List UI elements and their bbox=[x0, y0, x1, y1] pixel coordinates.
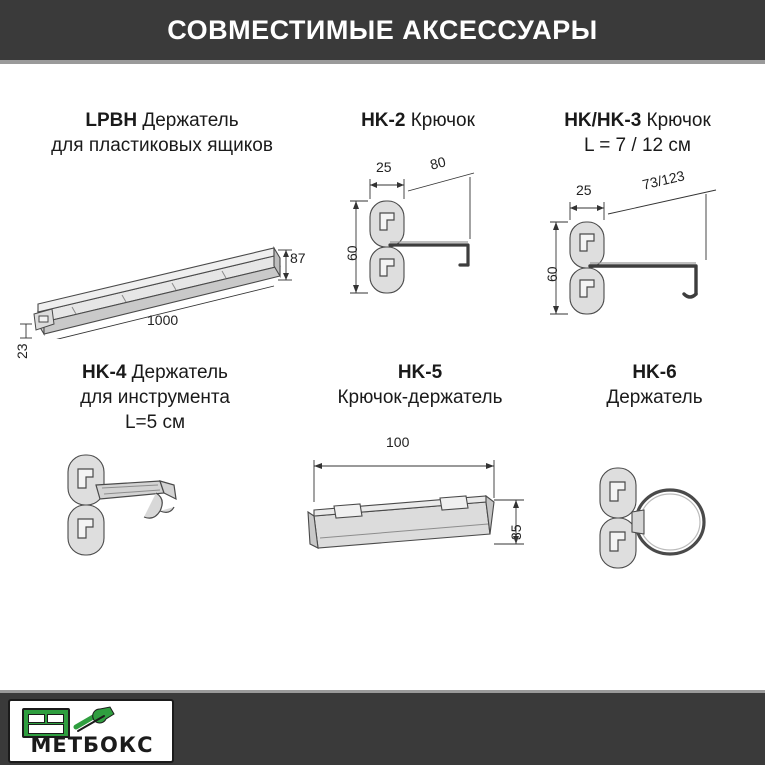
accessory-name: Крючок bbox=[410, 110, 475, 131]
hk4-svg bbox=[10, 441, 300, 611]
accessory-subtitle: L = 7 / 12 см bbox=[584, 135, 691, 156]
accessory-title-hk4 bbox=[10, 360, 300, 435]
accessory-title-hk5 bbox=[290, 360, 550, 410]
page-footer bbox=[0, 693, 765, 765]
accessory-length: L=5 см bbox=[124, 412, 186, 433]
accessory-title-lpbh bbox=[12, 108, 312, 158]
accessory-name: Держатель bbox=[131, 362, 228, 383]
accessory-title-hk6 bbox=[552, 360, 757, 410]
dim-lpbh-height: 87 bbox=[290, 250, 306, 266]
accessory-subtitle: для инструмента bbox=[80, 387, 230, 408]
accessory-code: LPBH bbox=[85, 110, 138, 131]
dim-hk3-width: 25 bbox=[576, 182, 592, 198]
accessory-code: HK-5 bbox=[397, 362, 443, 383]
dim-hk5-height: 35 bbox=[508, 524, 524, 540]
header-divider bbox=[0, 60, 765, 64]
accessory-grid bbox=[0, 80, 765, 680]
dim-hk3-reach: 73/123 bbox=[640, 167, 687, 193]
accessory-name: Крючок bbox=[646, 110, 711, 131]
accessory-card-lpbh[interactable] bbox=[12, 108, 312, 359]
brand-logo[interactable] bbox=[8, 699, 174, 763]
accessory-drawing-lpbh bbox=[12, 164, 312, 359]
accessory-card-hk4[interactable] bbox=[10, 360, 300, 611]
page-title: СОВМЕСТИМЫЕ АКСЕССУАРЫ bbox=[167, 14, 598, 45]
dim-hk5-width: 100 bbox=[386, 434, 410, 450]
accessory-card-hk2[interactable] bbox=[318, 108, 518, 314]
accessory-code: HK-4 bbox=[82, 362, 127, 383]
accessory-title-hk3 bbox=[520, 108, 755, 158]
wrench-icon bbox=[70, 705, 122, 735]
hk2-svg bbox=[318, 139, 518, 314]
accessory-drawing-hk3 bbox=[520, 164, 755, 339]
accessory-drawing-hk5 bbox=[290, 434, 550, 620]
dim-hk2-width: 25 bbox=[376, 159, 392, 175]
dim-hk2-reach: 80 bbox=[428, 153, 448, 173]
dim-lpbh-length: 1000 bbox=[147, 312, 179, 328]
accessory-title-hk2 bbox=[318, 108, 518, 133]
accessory-drawing-hk4 bbox=[10, 441, 300, 611]
accessory-name: Держатель bbox=[142, 110, 239, 131]
accessory-card-hk6[interactable] bbox=[552, 360, 757, 620]
accessory-card-hk3[interactable] bbox=[520, 108, 755, 339]
page-header bbox=[0, 0, 765, 60]
accessory-code: HK/HK-3 bbox=[564, 110, 642, 131]
accessory-code: HK-2 bbox=[361, 110, 406, 131]
accessory-card-hk5[interactable] bbox=[290, 360, 550, 620]
hk6-svg bbox=[552, 450, 757, 620]
accessory-name: Держатель bbox=[606, 387, 703, 408]
accessory-drawing-hk6 bbox=[552, 450, 757, 620]
logo-text: МЕТБОКС bbox=[30, 733, 154, 757]
dim-hk3-height: 60 bbox=[544, 266, 560, 282]
accessory-name: Крючок-держатель bbox=[337, 387, 503, 408]
hk3-svg bbox=[520, 164, 755, 339]
accessory-subtitle: для пластиковых ящиков bbox=[51, 135, 273, 156]
dim-lpbh-depth: 23 bbox=[14, 343, 30, 359]
accessory-drawing-hk2 bbox=[318, 139, 518, 314]
dim-hk2-height: 60 bbox=[344, 245, 360, 261]
accessory-code: HK-6 bbox=[632, 362, 677, 383]
